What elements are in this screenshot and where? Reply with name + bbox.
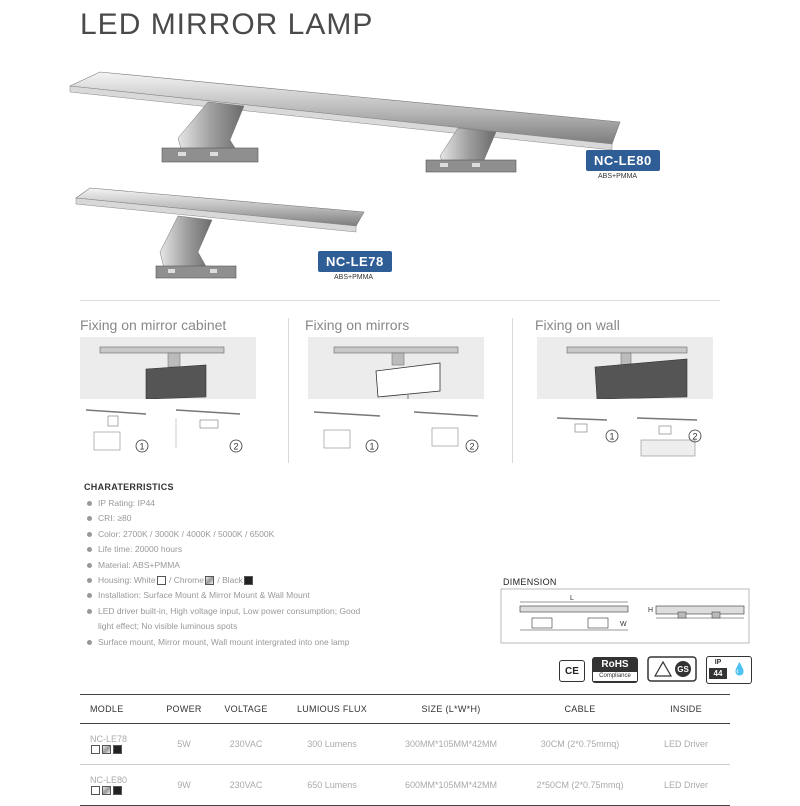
header-cable: CABLE xyxy=(518,695,642,724)
dimension-h-label: H xyxy=(648,607,654,614)
model-badge-nc-le78: NC-LE78 xyxy=(318,251,392,272)
header-flux: LUMIOUS FLUX xyxy=(280,695,384,724)
step-1-label: 1 xyxy=(139,441,145,452)
characteristic-item: CRI: ≥80 xyxy=(86,511,446,526)
cell-inside: LED Driver xyxy=(642,724,730,765)
header-voltage: VOLTAGE xyxy=(212,695,280,724)
material-label-nc-le78: ABS+PMMA xyxy=(334,274,374,281)
ip-label: IP xyxy=(714,659,722,666)
characteristic-item: IP Rating: IP44 xyxy=(86,496,446,511)
cell-model: NC-LE80 xyxy=(80,765,156,806)
characteristic-item: Life time: 20000 hours xyxy=(86,542,446,557)
ip44-icon xyxy=(706,656,752,684)
white-swatch-icon xyxy=(91,786,100,795)
rohs-label: RoHS xyxy=(601,659,629,670)
cell-voltage: 230VAC xyxy=(212,724,280,765)
characteristic-item: Surface mount, Mirror mount, Wall mount intergrated into one lamp xyxy=(86,635,446,650)
characteristic-item: LED driver built-in, High voltage input, Low power consumption; Good light effect; No visible luminous spots xyxy=(86,604,373,635)
fixing-mirror-steps xyxy=(308,404,508,460)
cell-power: 9W xyxy=(156,765,212,806)
dimension-diagram xyxy=(500,588,750,644)
fixing-wall-steps xyxy=(537,404,737,464)
material-label-nc-le80: ABS+PMMA xyxy=(598,173,638,180)
header-size: SIZE (L*W*H) xyxy=(384,695,518,724)
step-2-label: 2 xyxy=(469,441,475,452)
characteristic-item: Installation: Surface Mount & Mirror Mount & Wall Mount xyxy=(86,588,446,603)
fixing-title-cabinet: Fixing on mirror cabinet xyxy=(80,317,227,333)
step-1-label: 1 xyxy=(369,441,375,452)
black-swatch-icon xyxy=(113,745,122,754)
table-header-row xyxy=(80,695,730,724)
white-swatch-icon xyxy=(157,576,166,585)
rohs-sub-label: Compliance xyxy=(593,672,637,681)
specs-table xyxy=(80,694,730,806)
cell-flux: 300 Lumens xyxy=(280,724,384,765)
cell-flux: 650 Lumens xyxy=(280,765,384,806)
safety-gs-icon xyxy=(647,656,697,682)
column-divider xyxy=(512,318,513,463)
model-badge-nc-le80: NC-LE80 xyxy=(586,150,660,171)
black-swatch-icon xyxy=(113,786,122,795)
cell-cable: 30CM (2*0.75mmq) xyxy=(518,724,642,765)
cell-model: NC-LE78 xyxy=(80,724,156,765)
cell-inside: LED Driver xyxy=(642,765,730,806)
step-1-label: 1 xyxy=(609,431,615,442)
dimension-w-label: W xyxy=(620,621,627,628)
table-row xyxy=(80,724,730,765)
rohs-icon xyxy=(592,657,638,683)
characteristic-item: Color: 2700K / 3000K / 4000K / 5000K / 6500K xyxy=(86,527,446,542)
fixing-title-wall: Fixing on wall xyxy=(535,317,620,333)
chrome-swatch-icon xyxy=(102,745,111,754)
step-2-label: 2 xyxy=(233,441,239,452)
black-swatch-icon xyxy=(244,576,253,585)
chrome-swatch-icon xyxy=(205,576,214,585)
header-inside: INSIDE xyxy=(642,695,730,724)
table-row xyxy=(80,765,730,806)
ip-44-label: 44 xyxy=(709,668,727,679)
housing-chrome-label: / Chrome xyxy=(169,575,204,586)
page-title: LED MIRROR LAMP xyxy=(80,8,374,41)
cell-cable: 2*50CM (2*0.75mmq) xyxy=(518,765,642,806)
fixing-cabinet-steps xyxy=(80,404,280,460)
nc-le80-lamp-image xyxy=(70,72,620,172)
cell-power: 5W xyxy=(156,724,212,765)
cell-voltage: 230VAC xyxy=(212,765,280,806)
characteristic-item: Material: ABS+PMMA xyxy=(86,558,446,573)
cell-size: 300MM*105MM*42MM xyxy=(384,724,518,765)
ce-icon: CE xyxy=(559,660,585,682)
section-divider xyxy=(80,300,720,301)
column-divider xyxy=(288,318,289,463)
characteristic-housing xyxy=(86,573,446,588)
white-swatch-icon xyxy=(91,745,100,754)
characteristics-title: CHARATERRISTICS xyxy=(84,482,174,492)
step-2-label: 2 xyxy=(692,431,698,442)
housing-white-label: Housing: White xyxy=(98,575,156,586)
header-model: MODLE xyxy=(80,695,156,724)
dimension-title: DIMENSION xyxy=(503,577,557,587)
header-power: POWER xyxy=(156,695,212,724)
water-drop-icon: 💧 xyxy=(732,662,747,676)
fixing-wall-image xyxy=(537,337,713,399)
dimension-l-label: L xyxy=(570,595,574,602)
fixing-cabinet-image xyxy=(80,337,256,399)
fixing-title-mirrors: Fixing on mirrors xyxy=(305,317,410,333)
cell-size: 600MM*105MM*42MM xyxy=(384,765,518,806)
fixing-mirror-image xyxy=(308,337,484,399)
characteristics-list xyxy=(86,496,446,650)
chrome-swatch-icon xyxy=(102,786,111,795)
housing-black-label: / Black xyxy=(217,575,243,586)
gs-label: GS xyxy=(677,665,689,674)
